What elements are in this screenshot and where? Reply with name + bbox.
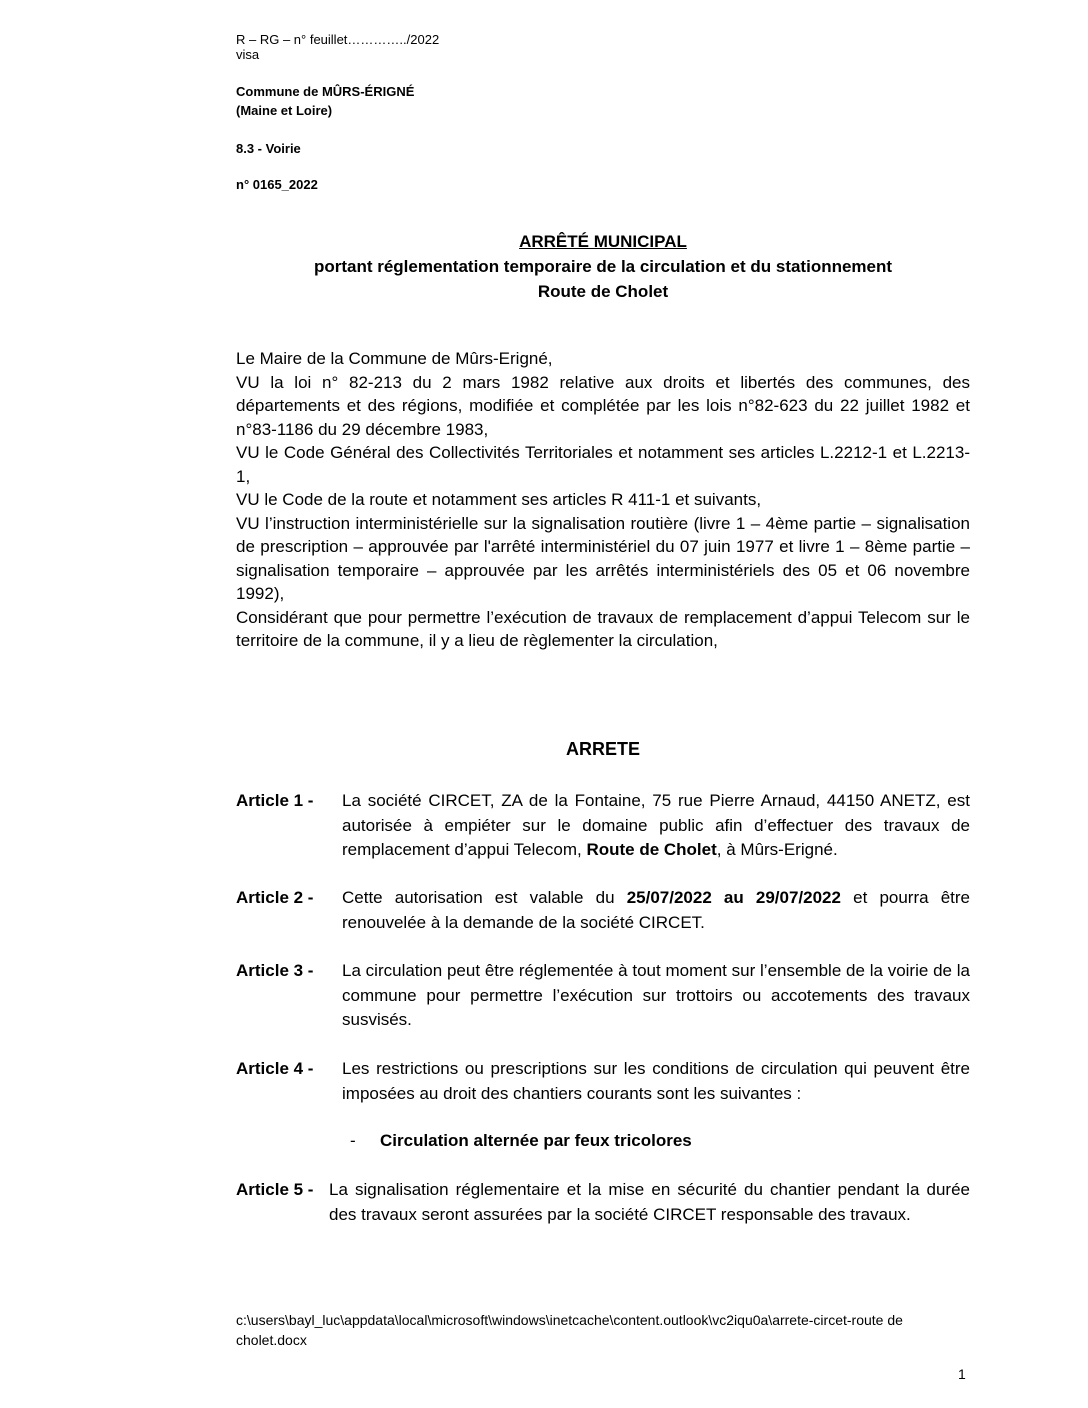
article-text: Cette autorisation est valable du 25/07/2022 au 29/07/2022 et pourra être renouvelée à la demande de la société CIRCET. (342, 888, 971, 932)
reference-line: R – RG – n° feuillet…………../2022 (236, 32, 440, 47)
article-label: Article 4 - (236, 1059, 314, 1078)
preamble-paragraph: VU le Code Général des Collectivités Territoriales et notamment ses articles L.2212-1 et L.2213-1, (236, 443, 970, 486)
commune-name: Commune de MÛRS-ÉRIGNÉ (236, 84, 415, 99)
article-text: Les restrictions ou prescriptions sur les conditions de circulation qui peuvent être imposées au droit des chantiers courants sont les suivantes : (342, 1059, 970, 1103)
article-1 (236, 789, 970, 864)
article-label: Article 2 - (236, 888, 314, 907)
title-line-1: ARRÊTÉ MUNICIPAL (519, 232, 687, 251)
article-3 (236, 959, 970, 1034)
preamble-paragraph: VU le Code de la route et notamment ses articles R 411-1 et suivants, (236, 490, 762, 509)
article-text: La circulation peut être réglementée à tout moment sur l’ensemble de la voirie de la commune pour permettre l’exécution sur trottoirs ou accotements des travaux susvisés. (342, 961, 970, 1029)
article-label: Article 3 - (236, 961, 314, 980)
article-4 (236, 1057, 970, 1107)
visa-label: visa (236, 47, 260, 62)
title-line-3: Route de Cholet (537, 282, 669, 301)
article-5 (236, 1178, 970, 1253)
preamble-paragraph: Considérant que pour permettre l’exécution de travaux de remplacement d’appui Telecom sur le territoire de la commune, il y a lieu de règlementer la circulation, (236, 607, 970, 650)
article-label: Article 1 - (236, 791, 314, 810)
article-label: Article 5 - (236, 1180, 314, 1199)
article-emphasis: Route de Cholet (586, 840, 717, 859)
arrete-heading: ARRETE (565, 739, 640, 759)
article-text: La société CIRCET, ZA de la Fontaine, 75 rue Pierre Arnaud, 44150 ANETZ, est autorisée à empiéter sur le domaine public afin d’effectuer des travaux de remplacement d’appui Telecom, Route de Cholet, à Mûrs-Erigné. (342, 791, 970, 859)
preamble (236, 347, 970, 653)
decree-number: n° 0165_2022 (236, 177, 318, 192)
department-name: (Maine et Loire) (236, 103, 333, 118)
document-title (236, 229, 970, 304)
category-label: 8.3 - Voirie (236, 141, 301, 156)
bullet-dash: - (350, 1131, 356, 1150)
preamble-paragraph: Le Maire de la Commune de Mûrs-Erigné, (236, 349, 553, 368)
preamble-paragraph: VU la loi n° 82-213 du 2 mars 1982 relative aux droits et libertés des communes, des départements et des régions, modifiée et complétée par les lois n°82-623 du 22 juillet 1982 et n°83-1186 du 29 décembre 1983, (236, 372, 970, 439)
article-text: La signalisation réglementaire et la mise en sécurité du chantier pendant la durée des travaux seront assurées par la société CIRCET responsable des travaux. (329, 1180, 970, 1224)
article-2 (236, 886, 970, 936)
file-path: c:\users\bayl_luc\appdata\local\microsoft\windows\inetcache\content.outlook\vc2iqu0a\arrete-circet-route de cholet.docx (236, 1312, 903, 1348)
article-emphasis: 25/07/2022 au 29/07/2022 (626, 888, 841, 907)
page-number: 1 (958, 1366, 966, 1382)
preamble-paragraph: VU l’instruction interministérielle sur la signalisation routière (livre 1 – 4ème partie – signalisation de prescription – approuvée par l'arrêté interministériel du 07 juin 1977 et livre 1 – 8ème partie – signalisation temporaire – approuvée par les arrêtés interministériels des 05 et 06 novembre 1992), (236, 513, 970, 603)
title-line-2: portant réglementation temporaire de la circulation et du stationnement (313, 257, 893, 276)
restriction-text: Circulation alternée par feux tricolores (380, 1131, 692, 1150)
